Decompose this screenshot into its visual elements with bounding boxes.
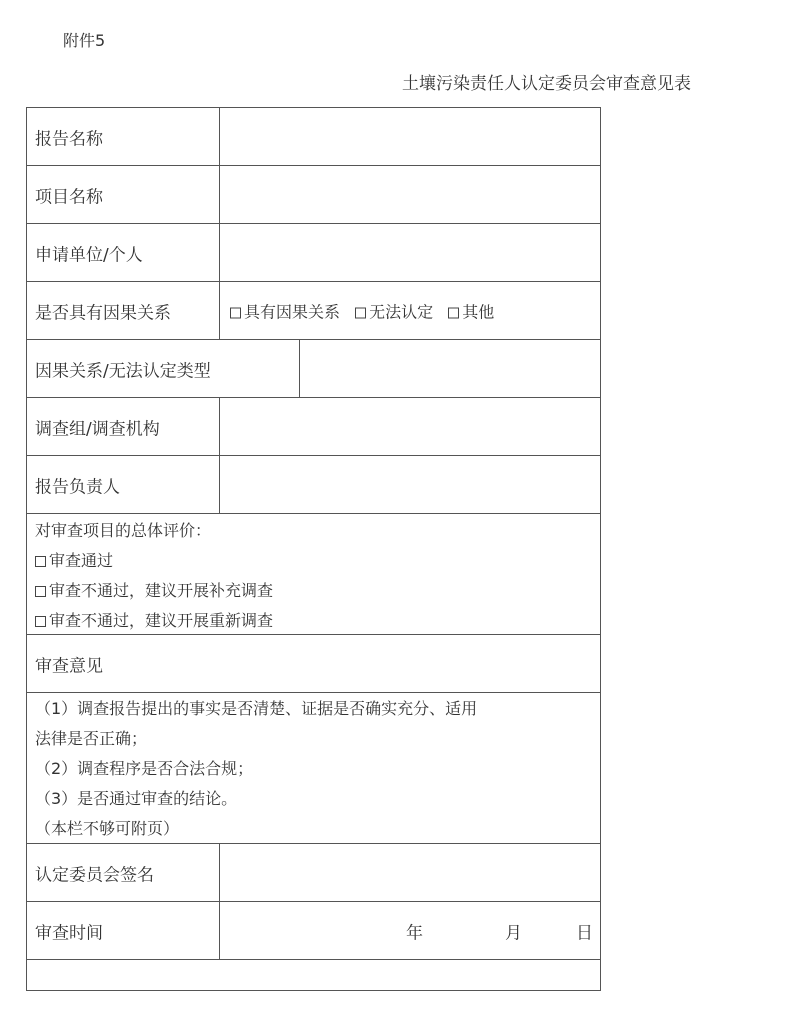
row-review-time [27, 902, 600, 960]
row-investigation-org [27, 398, 600, 456]
report-owner-field[interactable] [220, 456, 600, 513]
project-name-field[interactable] [220, 166, 600, 223]
causality-type-label: 因果关系/无法认定类型 [35, 361, 211, 381]
row-applicant [27, 224, 600, 282]
attachment-label: 附件5 [63, 31, 106, 50]
note-line: （3）是否通过审查的结论。 [35, 789, 238, 808]
row-overall-evaluation [27, 514, 600, 635]
report-name-label: 报告名称 [35, 129, 103, 149]
review-opinion-label: 审查意见 [35, 656, 103, 676]
checkbox-icon [35, 586, 46, 597]
applicant-field[interactable] [220, 224, 600, 281]
causality-type-field[interactable] [300, 340, 600, 397]
option-undeterminable[interactable] [355, 302, 433, 321]
row-project-name [27, 166, 600, 224]
note-line: （2）调查程序是否合法合规； [35, 759, 254, 778]
option-re-investigation-label: 审查不通过，建议开展重新调查 [49, 611, 274, 630]
row-blank [27, 960, 600, 990]
option-review-passed-label: 审查通过 [49, 551, 114, 570]
applicant-label: 申请单位/个人 [35, 245, 143, 265]
row-review-opinion-notes[interactable] [27, 693, 600, 844]
row-review-opinion [27, 635, 600, 693]
row-report-owner [27, 456, 600, 514]
report-name-field[interactable] [220, 108, 600, 165]
row-signature [27, 844, 600, 902]
option-supplementary-investigation[interactable] [35, 576, 592, 606]
column-divider [219, 282, 220, 339]
option-causal[interactable] [230, 302, 340, 321]
investigation-org-field[interactable] [220, 398, 600, 455]
checkbox-icon [35, 616, 46, 627]
project-name-label: 项目名称 [35, 187, 103, 207]
option-re-investigation[interactable] [35, 606, 592, 636]
overall-evaluation-block [35, 516, 592, 636]
row-report-name [27, 108, 600, 166]
review-opinion-form [26, 107, 601, 991]
option-supplementary-investigation-label: 审查不通过，建议开展补充调查 [49, 581, 274, 600]
checkbox-icon [355, 307, 366, 318]
investigation-org-label: 调查组/调查机构 [35, 419, 160, 439]
row-causality [27, 282, 600, 340]
review-opinion-notes [35, 694, 592, 844]
report-owner-label: 报告负责人 [35, 477, 120, 497]
option-other[interactable] [448, 302, 494, 321]
note-line: （1）调查报告提出的事实是否清楚、证据是否确实充分、适用 [35, 699, 478, 718]
option-review-passed[interactable] [35, 546, 592, 576]
causality-label: 是否具有因果关系 [35, 303, 171, 323]
checkbox-icon [448, 307, 459, 318]
overall-evaluation-heading: 对审查项目的总体评价： [35, 521, 212, 540]
signature-field[interactable] [220, 844, 600, 901]
option-other-label: 其他 [462, 302, 495, 321]
causality-options [230, 299, 504, 322]
day-unit: 日 [576, 923, 593, 943]
checkbox-icon [35, 556, 46, 567]
row-causality-type [27, 340, 600, 398]
review-time-label: 审查时间 [35, 923, 103, 943]
month-unit: 月 [505, 923, 522, 943]
note-line: （本栏不够可附页） [35, 819, 180, 838]
option-undeterminable-label: 无法认定 [369, 302, 434, 321]
year-unit: 年 [406, 923, 423, 943]
signature-label: 认定委员会签名 [35, 865, 154, 885]
note-line: 法律是否正确； [35, 729, 148, 748]
form-title: 土壤污染责任人认定委员会审查意见表 [402, 74, 691, 94]
option-causal-label: 具有因果关系 [244, 302, 341, 321]
checkbox-icon [230, 307, 241, 318]
review-date-field[interactable] [220, 902, 600, 959]
